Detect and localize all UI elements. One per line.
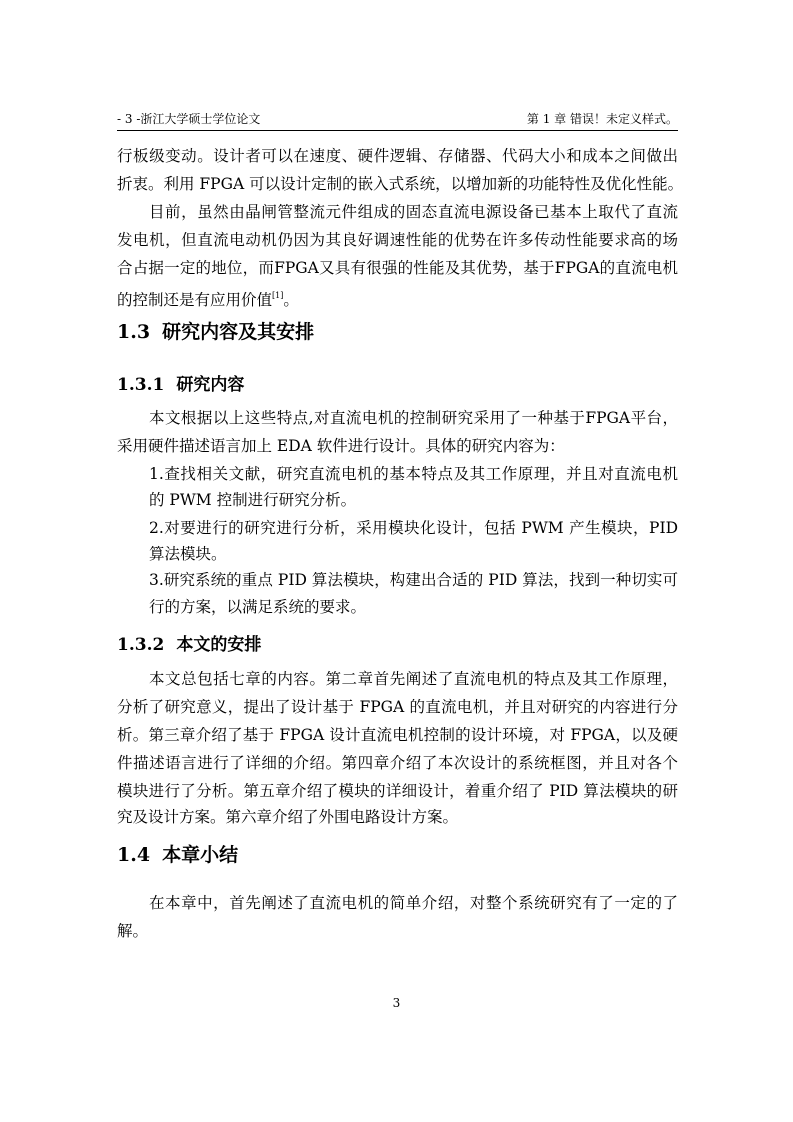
body-line: 折衷。利用 FPGA 可以设计定制的嵌入式系统，以增加新的功能特性及优化性能。 <box>117 175 684 193</box>
body-line: 行板级变动。设计者可以在速度、硬件逻辑、存储器、代码大小和成本之间做出 <box>117 147 678 165</box>
section-heading-1-3 <box>117 320 314 344</box>
body-line: 分析了研究意义，提出了设计基于 FPGA 的直流电机，并且对研究的内容进行分 <box>117 698 678 716</box>
section-title: 本章小结 <box>162 844 239 866</box>
body-line: 本文根据以上这些特点,对直流电机的控制研究采用了一种基于FPGA平台， <box>149 409 678 427</box>
list-item-3-line-2: 行的方案，以满足系统的要求。 <box>149 598 367 616</box>
section-heading-1-4 <box>117 843 238 867</box>
list-item-2-line-2: 算法模块。 <box>149 545 227 563</box>
subsection-number: 1.3.2 <box>117 635 165 655</box>
subsection-title: 本文的安排 <box>176 635 262 655</box>
body-line: 析。第三章介绍了基于 FPGA 设计直流电机控制的设计环境，对 FPGA，以及硬 <box>117 726 678 744</box>
section-number: 1.4 <box>117 844 151 866</box>
body-line: 件描述语言进行了详细的介绍。第四章介绍了本次设计的系统框图，并且对各个 <box>117 754 678 772</box>
list-item-1-line-2: 的 PWM 控制进行研究分析。 <box>149 491 357 509</box>
body-text: 的控制还是有应用价值 <box>117 291 273 309</box>
list-item-3-line-1: 3.研究系统的重点 PID 算法模块，构建出合适的 PID 算法，找到一种切实可 <box>149 571 678 589</box>
list-item-2-line-1: 2.对要进行的研究进行分析，采用模块化设计，包括 PWM 产生模块，PID <box>149 519 678 537</box>
section-title: 研究内容及其安排 <box>162 321 315 343</box>
citation-marker: [1] <box>272 291 284 300</box>
body-text: 。 <box>283 291 299 309</box>
header-left: - 3 -浙江大学硕士学位论文 <box>117 112 261 126</box>
page-number: 3 <box>392 996 401 1010</box>
body-line: 模块进行了分析。第五章介绍了模块的详细设计，着重介绍了 PID 算法模块的研 <box>117 782 678 800</box>
body-line: 合占据一定的地位，而FPGA又具有很强的性能及其优势，基于FPGA的直流电机 <box>117 259 678 277</box>
header-right: 第 1 章 错误！未定义样式。 <box>526 112 678 126</box>
subsection-number: 1.3.1 <box>117 375 165 395</box>
body-line: 究及设计方案。第六章介绍了外围电路设计方案。 <box>117 808 459 826</box>
list-item-1-line-1: 1.查找相关文献，研究直流电机的基本特点及其工作原理，并且对直流电机 <box>149 465 678 483</box>
section-number: 1.3 <box>117 321 151 343</box>
subsection-heading-1-3-2 <box>117 634 261 656</box>
body-line-with-citation <box>117 286 678 310</box>
body-line: 发电机，但直流电动机仍因为其良好调速性能的优势在许多传动性能要求高的场 <box>117 231 678 249</box>
body-line: 本文总包括七章的内容。第二章首先阐述了直流电机的特点及其工作原理， <box>149 670 678 688</box>
body-line: 在本章中，首先阐述了直流电机的简单介绍，对整个系统研究有了一定的了 <box>149 894 678 912</box>
subsection-heading-1-3-1 <box>117 374 244 396</box>
body-line: 采用硬件描述语言加上 EDA 软件进行设计。具体的研究内容为： <box>117 437 565 455</box>
header-rule <box>117 130 678 131</box>
subsection-title: 研究内容 <box>176 375 245 395</box>
body-line: 解。 <box>117 922 149 940</box>
body-line: 目前，虽然由晶闸管整流元件组成的固态直流电源设备已基本上取代了直流 <box>149 203 678 221</box>
running-header <box>117 111 678 131</box>
